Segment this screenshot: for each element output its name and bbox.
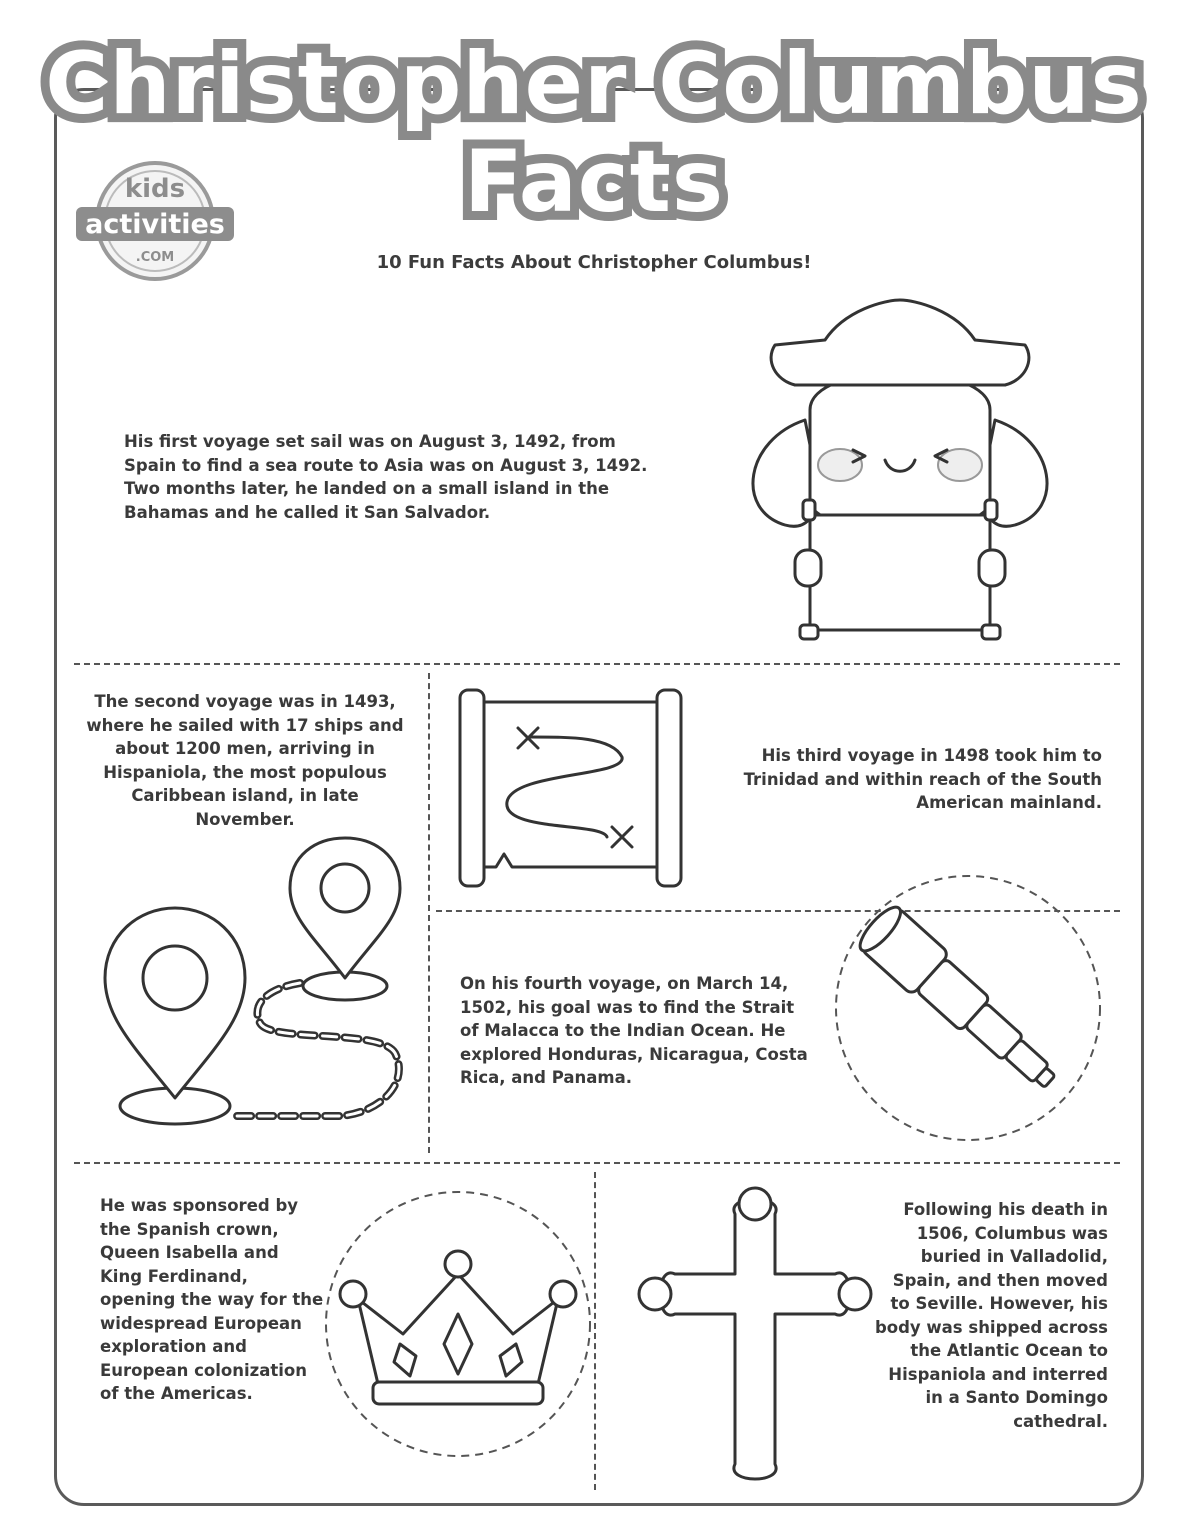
subtitle: 10 Fun Facts About Christopher Columbus!: [376, 252, 812, 273]
page-title-line-2: Facts: [463, 132, 725, 232]
page-title-line-1: Christopher Columbus: [45, 34, 1143, 134]
divider-row-1: [74, 663, 1120, 665]
location-pins-icon: [100, 838, 420, 1158]
logo-kids-text: kids: [124, 174, 186, 204]
logo-com-text: .COM: [135, 250, 175, 265]
logo-activities-text: activities: [85, 209, 225, 240]
cross-icon: [625, 1184, 885, 1494]
crown-icon: [318, 1184, 598, 1464]
fact-third-voyage: His third voyage in 1498 took him to Trinidad and within reach of the South American mainland.: [743, 746, 1102, 812]
fact-fourth-voyage: On his fourth voyage, on March 14, 1502, his goal was to find the Strait of Malacca to the Indian Ocean. He explored Honduras, Nicaragua, Costa Rica, and Panama.: [460, 974, 808, 1087]
telescope-icon: [828, 868, 1108, 1148]
divider-col-1: [428, 673, 430, 1153]
fact-second-voyage: The second voyage was in 1493, where he sailed with 17 ships and about 1200 men, arriving in Hispaniola, the most populous Caribbean island, in late November.: [86, 692, 404, 829]
divider-row-3: [74, 1162, 1120, 1164]
columbus-character-icon: [735, 300, 1065, 640]
fact-sponsors: He was sponsored by the Spanish crown, Queen Isabella and King Ferdinand, opening the way for the widespread European exploration and European colonization of the Americas.: [100, 1196, 324, 1403]
fact-first-voyage: His first voyage set sail was on August 3, 1492, from Spain to find a sea route to Asia was on August 3, 1492. Two months later, he landed on a small island in the Bahamas and he called it San Salvador.: [124, 432, 648, 522]
fact-burial: Following his death in 1506, Columbus was buried in Valladolid, Spain, and then moved to Seville. However, his body was shipped across the Atlantic Ocean to Hispaniola and interred in a Santo Domingo cathedral.: [874, 1200, 1108, 1431]
treasure-map-icon: [452, 682, 692, 892]
